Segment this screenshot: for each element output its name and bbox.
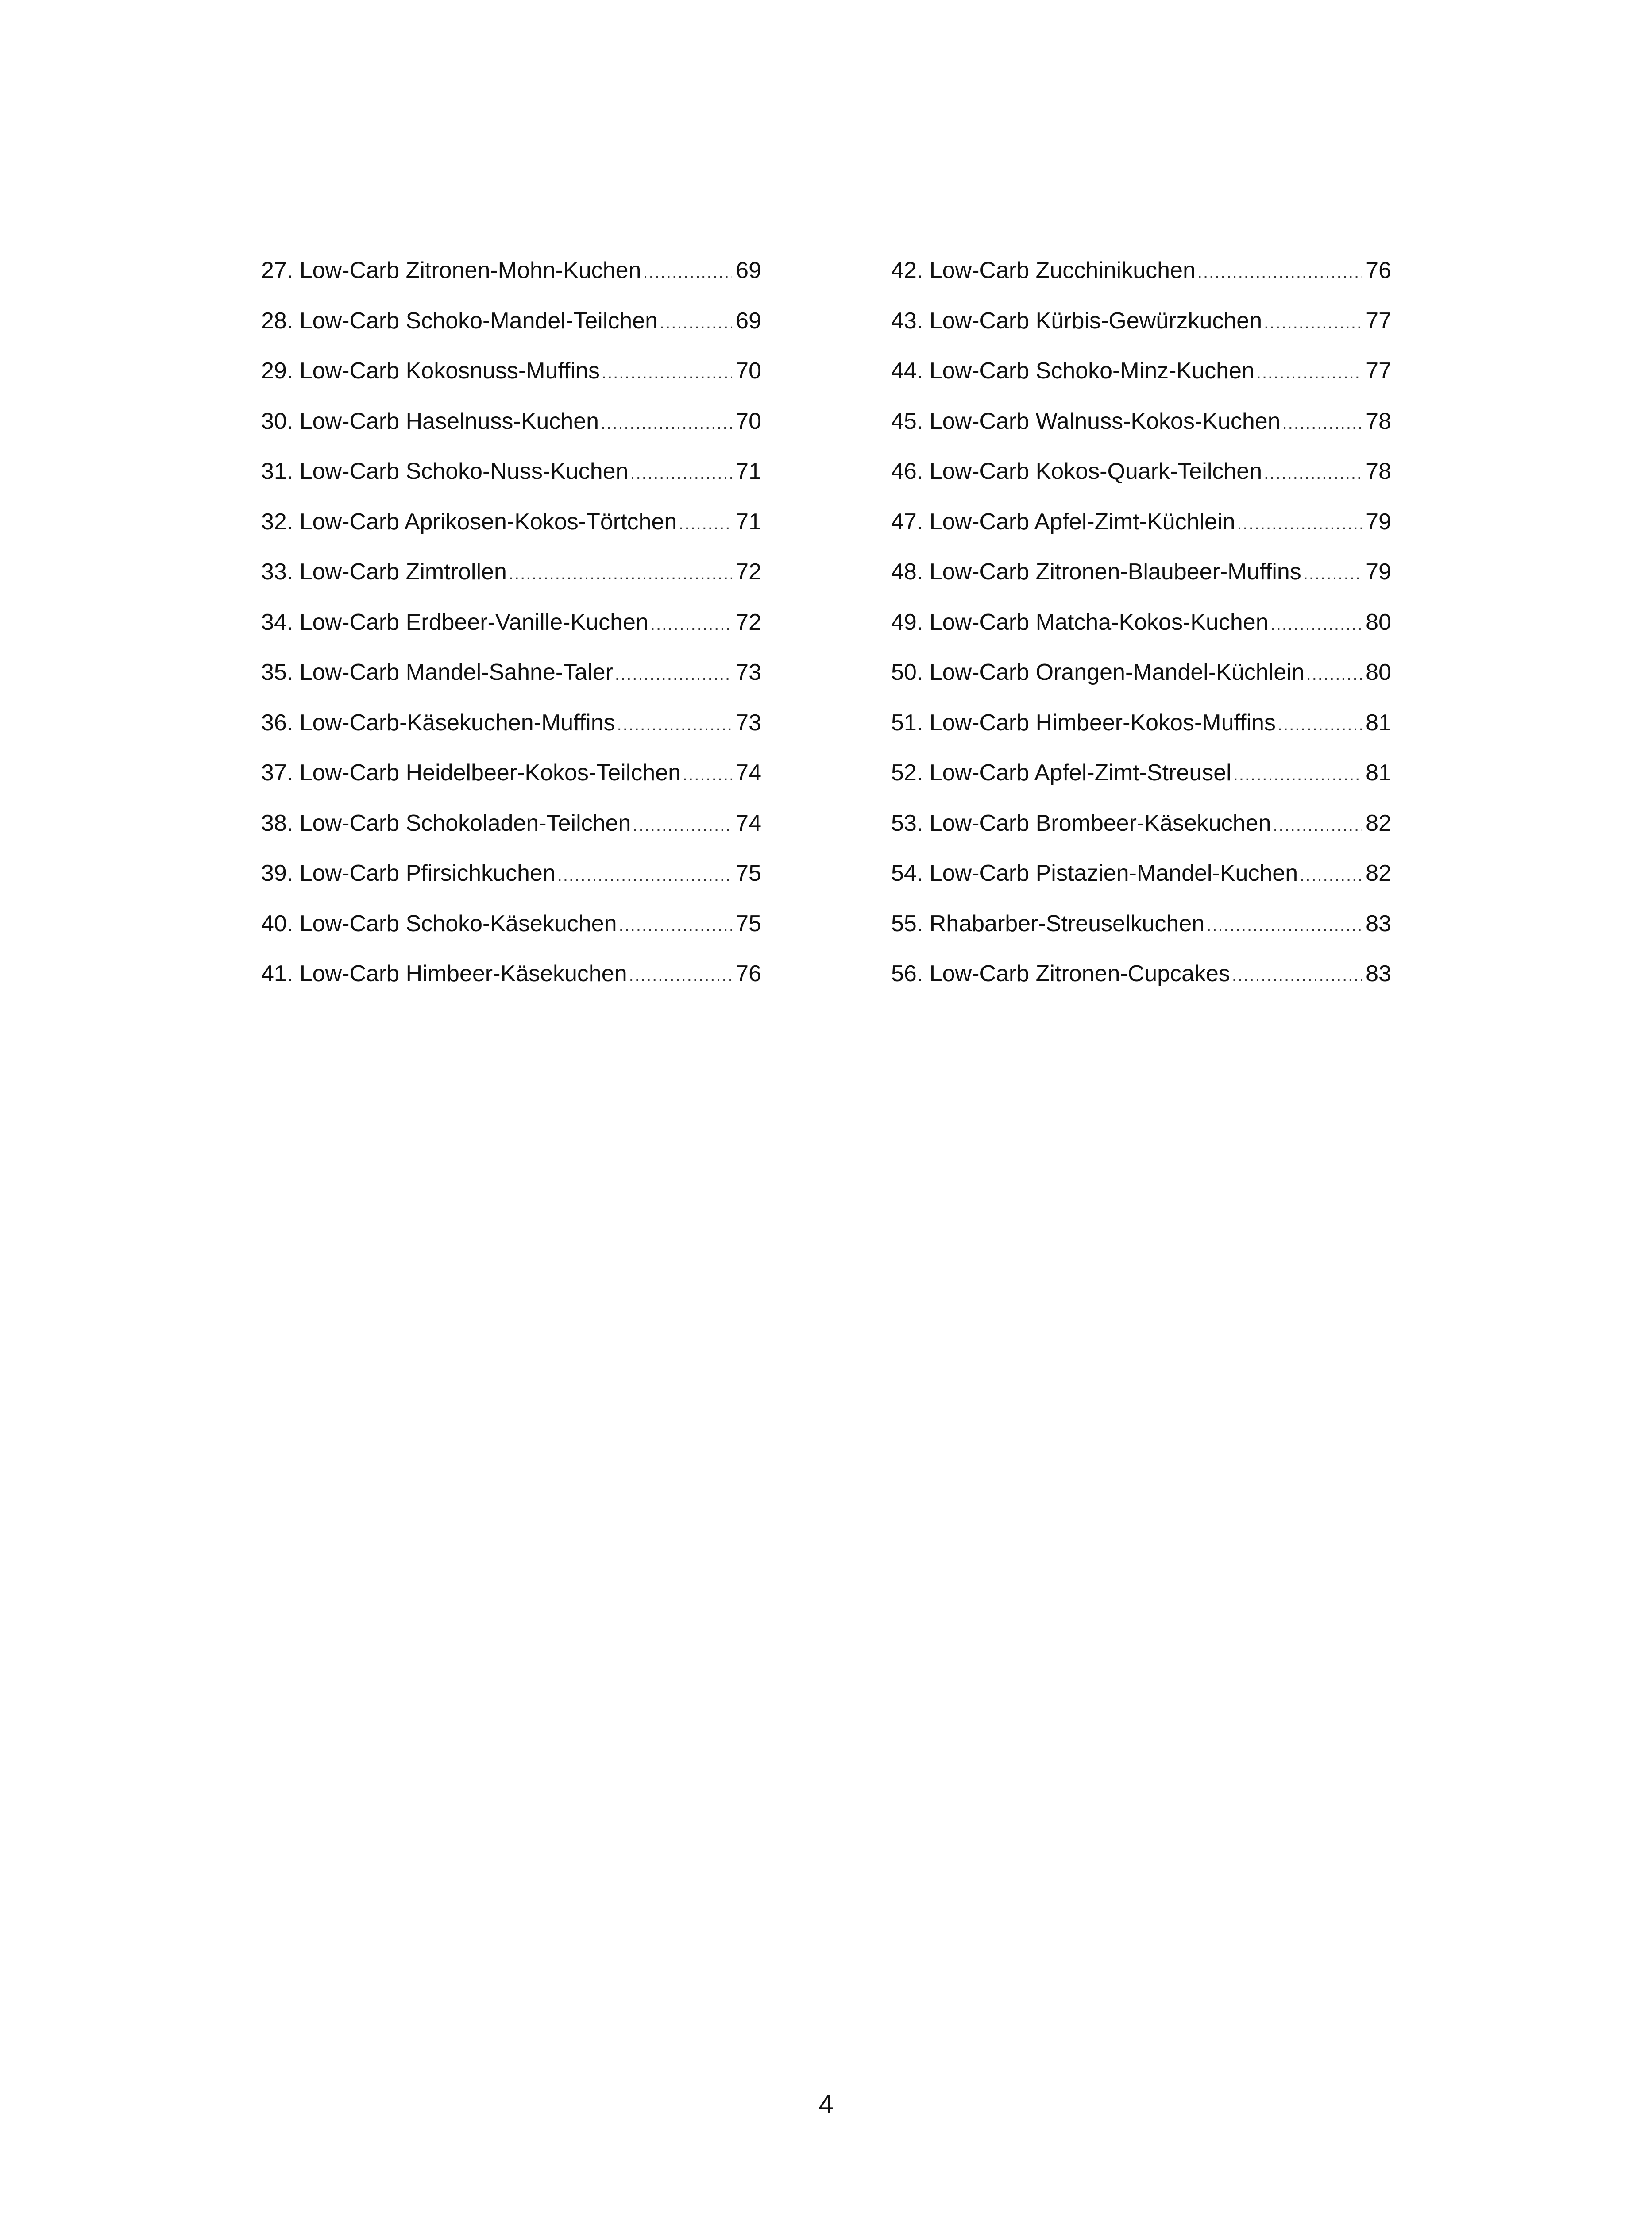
page-number: 4 [818, 2090, 834, 2119]
toc-entry-page: 77 [1366, 358, 1391, 384]
dot-leader [1206, 917, 1362, 934]
toc-entry-title: 48. Low-Carb Zitronen-Blaubeer-Muffins [891, 559, 1301, 585]
dot-leader [630, 464, 733, 482]
toc-entry-title: 41. Low-Carb Himbeer-Käsekuchen [261, 961, 627, 987]
toc-entry[interactable] [261, 410, 761, 460]
toc-entry-title: 40. Low-Carb Schoko-Käsekuchen [261, 910, 617, 937]
dot-leader [1233, 766, 1362, 783]
toc-entry-page: 81 [1366, 709, 1391, 736]
toc-entry-page: 72 [736, 559, 761, 585]
dot-leader [1303, 565, 1362, 582]
toc-entry-title: 44. Low-Carb Schoko-Minz-Kuchen [891, 358, 1254, 384]
toc-entry[interactable] [261, 812, 761, 862]
dot-leader [660, 314, 732, 332]
toc-entry[interactable] [891, 962, 1391, 1013]
toc-entry-page: 76 [736, 961, 761, 987]
toc-entry-title: 52. Low-Carb Apfel-Zimt-Streusel [891, 760, 1231, 786]
toc-entry-title: 27. Low-Carb Zitronen-Mohn-Kuchen [261, 258, 641, 283]
toc-entry-page: 80 [1366, 609, 1391, 635]
toc-entry-page: 76 [1366, 258, 1391, 283]
toc-entry-title: 42. Low-Carb Zucchinikuchen [891, 258, 1196, 283]
toc-entry-title: 38. Low-Carb Schokoladen-Teilchen [261, 810, 631, 836]
toc-entry-title: 50. Low-Carb Orangen-Mandel-Küchlein [891, 659, 1305, 685]
toc-entry-title: 54. Low-Carb Pistazien-Mandel-Kuchen [891, 860, 1298, 886]
toc-entry-title: 35. Low-Carb Mandel-Sahne-Taler [261, 659, 613, 685]
toc-entry[interactable] [261, 460, 761, 510]
toc-entry-title: 46. Low-Carb Kokos-Quark-Teilchen [891, 459, 1262, 484]
toc-entry[interactable] [891, 259, 1391, 309]
dot-leader [615, 665, 732, 683]
dot-leader [629, 967, 733, 984]
toc-entry-page: 77 [1366, 308, 1391, 334]
dot-leader [1232, 967, 1362, 984]
toc-entry-title: 47. Low-Carb Apfel-Zimt-Küchlein [891, 509, 1235, 535]
dot-leader [633, 816, 732, 834]
toc-entry-page: 82 [1366, 860, 1391, 886]
dot-leader [1282, 414, 1363, 432]
toc-entry[interactable] [261, 259, 761, 309]
dot-leader [1270, 615, 1363, 633]
toc-entry-title: 49. Low-Carb Matcha-Kokos-Kuchen [891, 609, 1269, 635]
toc-entry[interactable] [891, 560, 1391, 611]
toc-left-column [261, 259, 761, 1013]
dot-leader [1264, 464, 1362, 482]
toc-entry-page: 69 [736, 258, 761, 283]
toc-entry[interactable] [891, 410, 1391, 460]
toc-entry-page: 70 [736, 358, 761, 384]
toc-entry-page: 79 [1366, 559, 1391, 585]
dot-leader [1306, 665, 1363, 683]
dot-leader [1300, 866, 1362, 884]
toc-entry[interactable] [891, 862, 1391, 912]
toc-entry-page: 83 [1366, 961, 1391, 987]
toc-entry-page: 80 [1366, 659, 1391, 685]
dot-leader [509, 565, 732, 582]
toc-entry-page: 73 [736, 709, 761, 736]
toc-entry-page: 74 [736, 760, 761, 786]
toc-entry-page: 82 [1366, 810, 1391, 836]
toc-entry[interactable] [891, 359, 1391, 410]
toc-entry-title: 51. Low-Carb Himbeer-Kokos-Muffins [891, 709, 1276, 736]
dot-leader [1237, 515, 1362, 532]
toc-entry[interactable] [891, 912, 1391, 963]
dot-leader [557, 866, 732, 884]
dot-leader [1197, 263, 1362, 281]
toc-entry-page: 75 [736, 860, 761, 886]
toc-entry[interactable] [891, 611, 1391, 661]
toc-entry-title: 32. Low-Carb Aprikosen-Kokos-Törtchen [261, 509, 677, 535]
toc-entry-title: 37. Low-Carb Heidelbeer-Kokos-Teilchen [261, 760, 681, 786]
toc-entry[interactable] [891, 761, 1391, 812]
toc-entry-title: 43. Low-Carb Kürbis-Gewürzkuchen [891, 308, 1262, 334]
dot-leader [1256, 364, 1362, 382]
toc-entry[interactable] [261, 862, 761, 912]
toc-entry-page: 78 [1366, 408, 1391, 434]
dot-leader [679, 515, 732, 532]
toc-entry-title: 55. Rhabarber-Streuselkuchen [891, 910, 1205, 937]
toc-entry-title: 30. Low-Carb Haselnuss-Kuchen [261, 408, 599, 434]
dot-leader [1273, 816, 1362, 834]
toc-entry-page: 78 [1366, 459, 1391, 484]
toc-entry-page: 70 [736, 408, 761, 434]
toc-entry[interactable] [261, 912, 761, 963]
dot-leader [601, 414, 732, 432]
toc-entry-page: 69 [736, 308, 761, 334]
toc-entry[interactable] [261, 711, 761, 762]
toc-entry[interactable] [261, 761, 761, 812]
toc-entry-page: 72 [736, 609, 761, 635]
toc-entry[interactable] [261, 309, 761, 360]
toc-entry-page: 73 [736, 659, 761, 685]
toc-entry[interactable] [891, 711, 1391, 762]
toc-entry[interactable] [261, 359, 761, 410]
toc-entry-title: 29. Low-Carb Kokosnuss-Muffins [261, 358, 600, 384]
dot-leader [643, 263, 732, 281]
toc-entry-page: 75 [736, 910, 761, 937]
toc-entry-title: 45. Low-Carb Walnuss-Kokos-Kuchen [891, 408, 1281, 434]
toc-entry-page: 83 [1366, 910, 1391, 937]
toc-entry-title: 34. Low-Carb Erdbeer-Vanille-Kuchen [261, 609, 648, 635]
toc-entry[interactable] [261, 611, 761, 661]
toc-entry-title: 28. Low-Carb Schoko-Mandel-Teilchen [261, 308, 658, 334]
toc-entry-page: 71 [736, 459, 761, 484]
toc-entry[interactable] [261, 560, 761, 611]
toc-right-column [891, 259, 1391, 1013]
dot-leader [683, 766, 732, 783]
toc-entry[interactable] [891, 510, 1391, 561]
toc-entry[interactable] [261, 510, 761, 561]
toc-entry[interactable] [891, 309, 1391, 360]
toc-entry[interactable] [891, 661, 1391, 711]
toc-entry-title: 33. Low-Carb Zimtrollen [261, 559, 507, 585]
toc-entry-title: 31. Low-Carb Schoko-Nuss-Kuchen [261, 459, 629, 484]
dot-leader [602, 364, 732, 382]
toc-entry[interactable] [891, 812, 1391, 862]
dot-leader [1264, 314, 1362, 332]
dot-leader [619, 917, 733, 934]
toc-entry-title: 53. Low-Carb Brombeer-Käsekuchen [891, 810, 1271, 836]
toc-entry-title: 56. Low-Carb Zitronen-Cupcakes [891, 961, 1230, 987]
toc-entry-page: 71 [736, 509, 761, 535]
toc-entry[interactable] [261, 962, 761, 1013]
toc-entry[interactable] [891, 460, 1391, 510]
toc-entry-page: 74 [736, 810, 761, 836]
toc-entry-page: 79 [1366, 509, 1391, 535]
dot-leader [617, 716, 733, 733]
toc-entry-title: 36. Low-Carb-Käsekuchen-Muffins [261, 709, 615, 736]
toc-entry-title: 39. Low-Carb Pfirsichkuchen [261, 860, 556, 886]
dot-leader [1278, 716, 1362, 733]
dot-leader [650, 615, 732, 633]
toc-entry[interactable] [261, 661, 761, 711]
toc-entry-page: 81 [1366, 760, 1391, 786]
